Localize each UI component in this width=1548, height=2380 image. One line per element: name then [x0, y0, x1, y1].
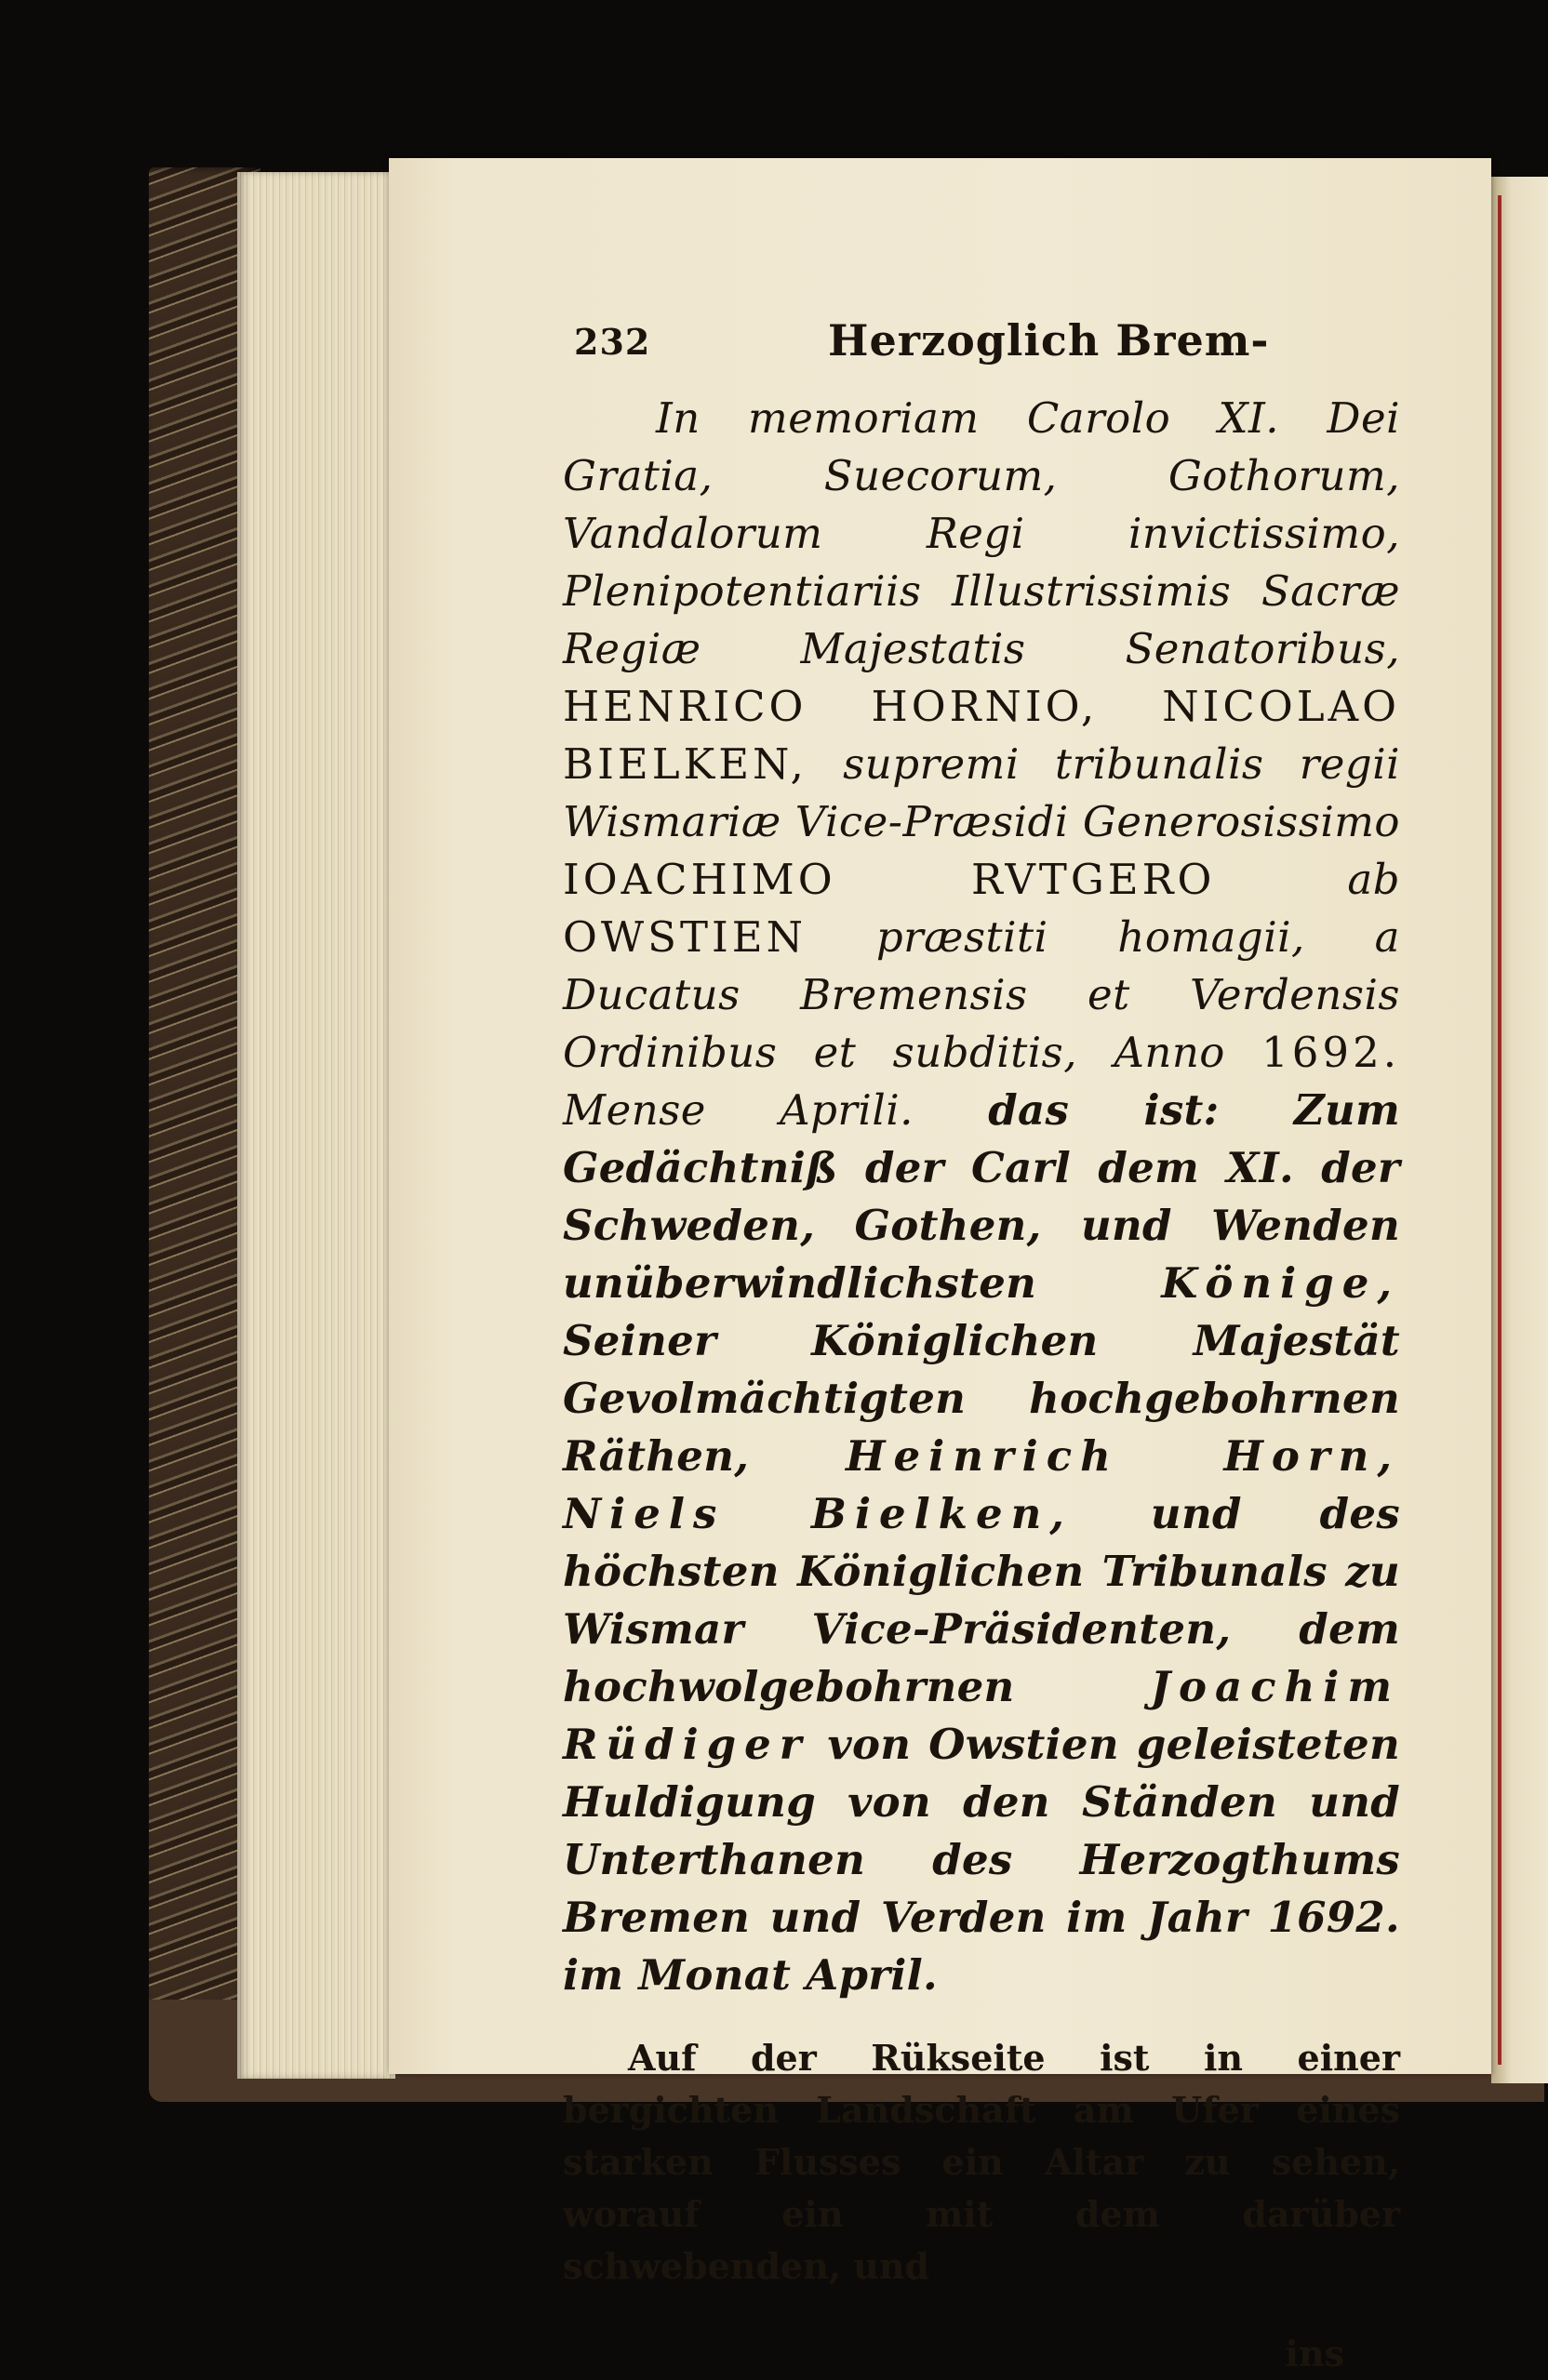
facing-page-red-edge	[1498, 195, 1501, 2065]
german-segment: von Owstien geleisteten Huldigung von den Ständen und Unterthanen des Herzogthums Bremen und Verden im Jahr 1692. im Monat April.	[563, 1720, 1400, 2000]
latin-segment: supremi tribunalis regii Wismariæ Vice-Præsidi Generosissimo	[563, 739, 1400, 846]
inscription-paragraph	[563, 390, 1400, 2004]
page-stack-edge	[237, 172, 395, 2079]
german-spaced-segment: Joachim Rüdiger	[563, 1662, 1400, 1769]
running-head: Herzoglich Brem-	[828, 315, 1270, 366]
german-segment: Seiner Königlichen Majestät Gevolmächtigten hochgebohrnen Räthen,	[563, 1316, 1400, 1481]
latin-segment: ab	[1215, 855, 1400, 904]
latin-segment: præstiti homagii, a Ducatus Bremensis et Verdensis Ordinibus et subditis, Anno	[563, 912, 1400, 1077]
german-translation	[563, 1085, 1400, 2000]
german-spaced-segment: Niels Bielken,	[563, 1489, 1073, 1538]
page-number: 232	[574, 321, 651, 363]
latin-segment: Mense Aprili.	[563, 1085, 914, 1135]
latin-caps-segment: OWSTIEN	[563, 912, 807, 962]
latin-inscription	[563, 393, 1400, 1135]
latin-segment: In memoriam Carolo XI. Dei Gratia, Suecorum, Gothorum, Vandalorum Regi invictissimo, Plenipotentiariis Illustrissimis Sacræ Regiæ Majestatis Senatoribus,	[563, 393, 1400, 673]
german-segment: und des höchsten Königlichen Tribunals zu Wismar Vice-Präsidenten, dem hochwolgebohrnen	[563, 1489, 1400, 1711]
page-text-block	[563, 312, 1400, 2380]
latin-caps-segment: 1692.	[1261, 1028, 1400, 1077]
latin-caps-segment: HENRICO HORNIO, NICOLAO BIELKEN,	[563, 682, 1400, 789]
latin-caps-segment: IOACHIMO RVTGERO	[563, 855, 1216, 904]
catchword: ins	[1285, 2333, 1344, 2374]
reverse-description-paragraph: Auf der Rükseite ist in einer bergichten Landschaft am Ufer eines starken Flusses ein Altar zu sehen, worauf ein mit dem darüber schwebenden, und	[563, 2037, 1400, 2287]
german-spaced-segment: Könige,	[1161, 1258, 1400, 1308]
page-header	[563, 312, 1400, 377]
german-segment: das ist: Zum Gedächtniß der Carl dem XI. der Schweden, Gothen, und Wenden unüberwindlichsten	[563, 1085, 1400, 1308]
german-spaced-segment: Heinrich Horn,	[846, 1431, 1400, 1481]
